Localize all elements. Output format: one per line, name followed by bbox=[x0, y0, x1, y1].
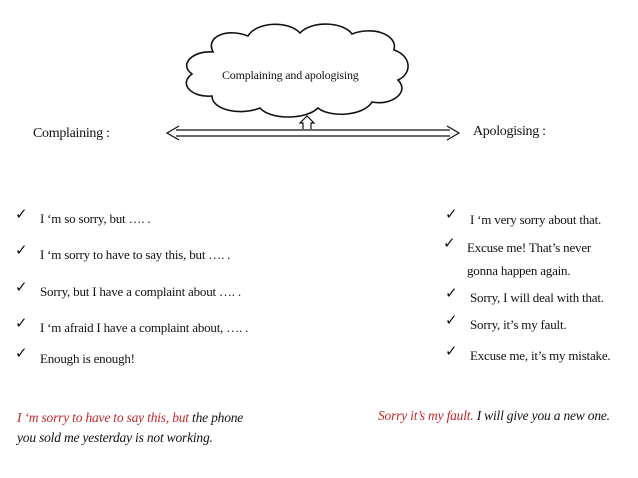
complaining-heading: Complaining : bbox=[33, 126, 110, 141]
complaint-example-rest: the phone bbox=[192, 410, 244, 425]
apologising-item-text-continued: gonna happen again. bbox=[467, 263, 571, 278]
vertical-double-arrow bbox=[300, 116, 314, 129]
diagram-title: Complaining and apologising bbox=[222, 68, 359, 82]
complaint-example-line2: you sold me yesterday is not working. bbox=[17, 430, 213, 445]
checkmark-icon: ✓ bbox=[15, 205, 28, 223]
apologising-item-text: Excuse me, it’s my mistake. bbox=[470, 348, 611, 363]
apology-example-highlight: Sorry it’s my fault. bbox=[378, 408, 474, 423]
complaint-example bbox=[17, 408, 243, 448]
apology-example-rest: I will give you a new one. bbox=[473, 408, 610, 423]
complaint-example-highlight: I ‘m sorry to have to say this, but bbox=[17, 410, 193, 425]
checkmark-icon: ✓ bbox=[443, 234, 456, 252]
checkmark-icon: ✓ bbox=[15, 241, 28, 259]
complaining-item-text: Enough is enough! bbox=[40, 351, 135, 366]
complaining-item-text: I ‘m afraid I have a complaint about, …. . bbox=[40, 320, 249, 335]
checkmark-icon: ✓ bbox=[445, 284, 458, 302]
apologising-item-text: Sorry, it’s my fault. bbox=[470, 317, 567, 332]
horizontal-double-arrow bbox=[167, 126, 459, 140]
apology-example bbox=[378, 406, 610, 426]
checkmark-icon: ✓ bbox=[445, 342, 458, 360]
checkmark-icon: ✓ bbox=[15, 314, 28, 332]
apologising-item-text: Sorry, I will deal with that. bbox=[470, 290, 604, 305]
apologising-item-text: I ‘m very sorry about that. bbox=[470, 212, 602, 227]
apologising-item-text: Excuse me! That’s never bbox=[467, 240, 592, 255]
apologising-heading: Apologising : bbox=[473, 124, 546, 139]
checkmark-icon: ✓ bbox=[445, 311, 458, 329]
complaining-item-text: I ‘m so sorry, but …. . bbox=[40, 211, 151, 226]
checkmark-icon: ✓ bbox=[15, 278, 28, 296]
checkmark-icon: ✓ bbox=[445, 205, 458, 223]
complaining-item-text: I ‘m sorry to have to say this, but …. . bbox=[40, 247, 231, 262]
complaining-item-text: Sorry, but I have a complaint about …. . bbox=[40, 284, 241, 299]
checkmark-icon: ✓ bbox=[15, 344, 28, 362]
